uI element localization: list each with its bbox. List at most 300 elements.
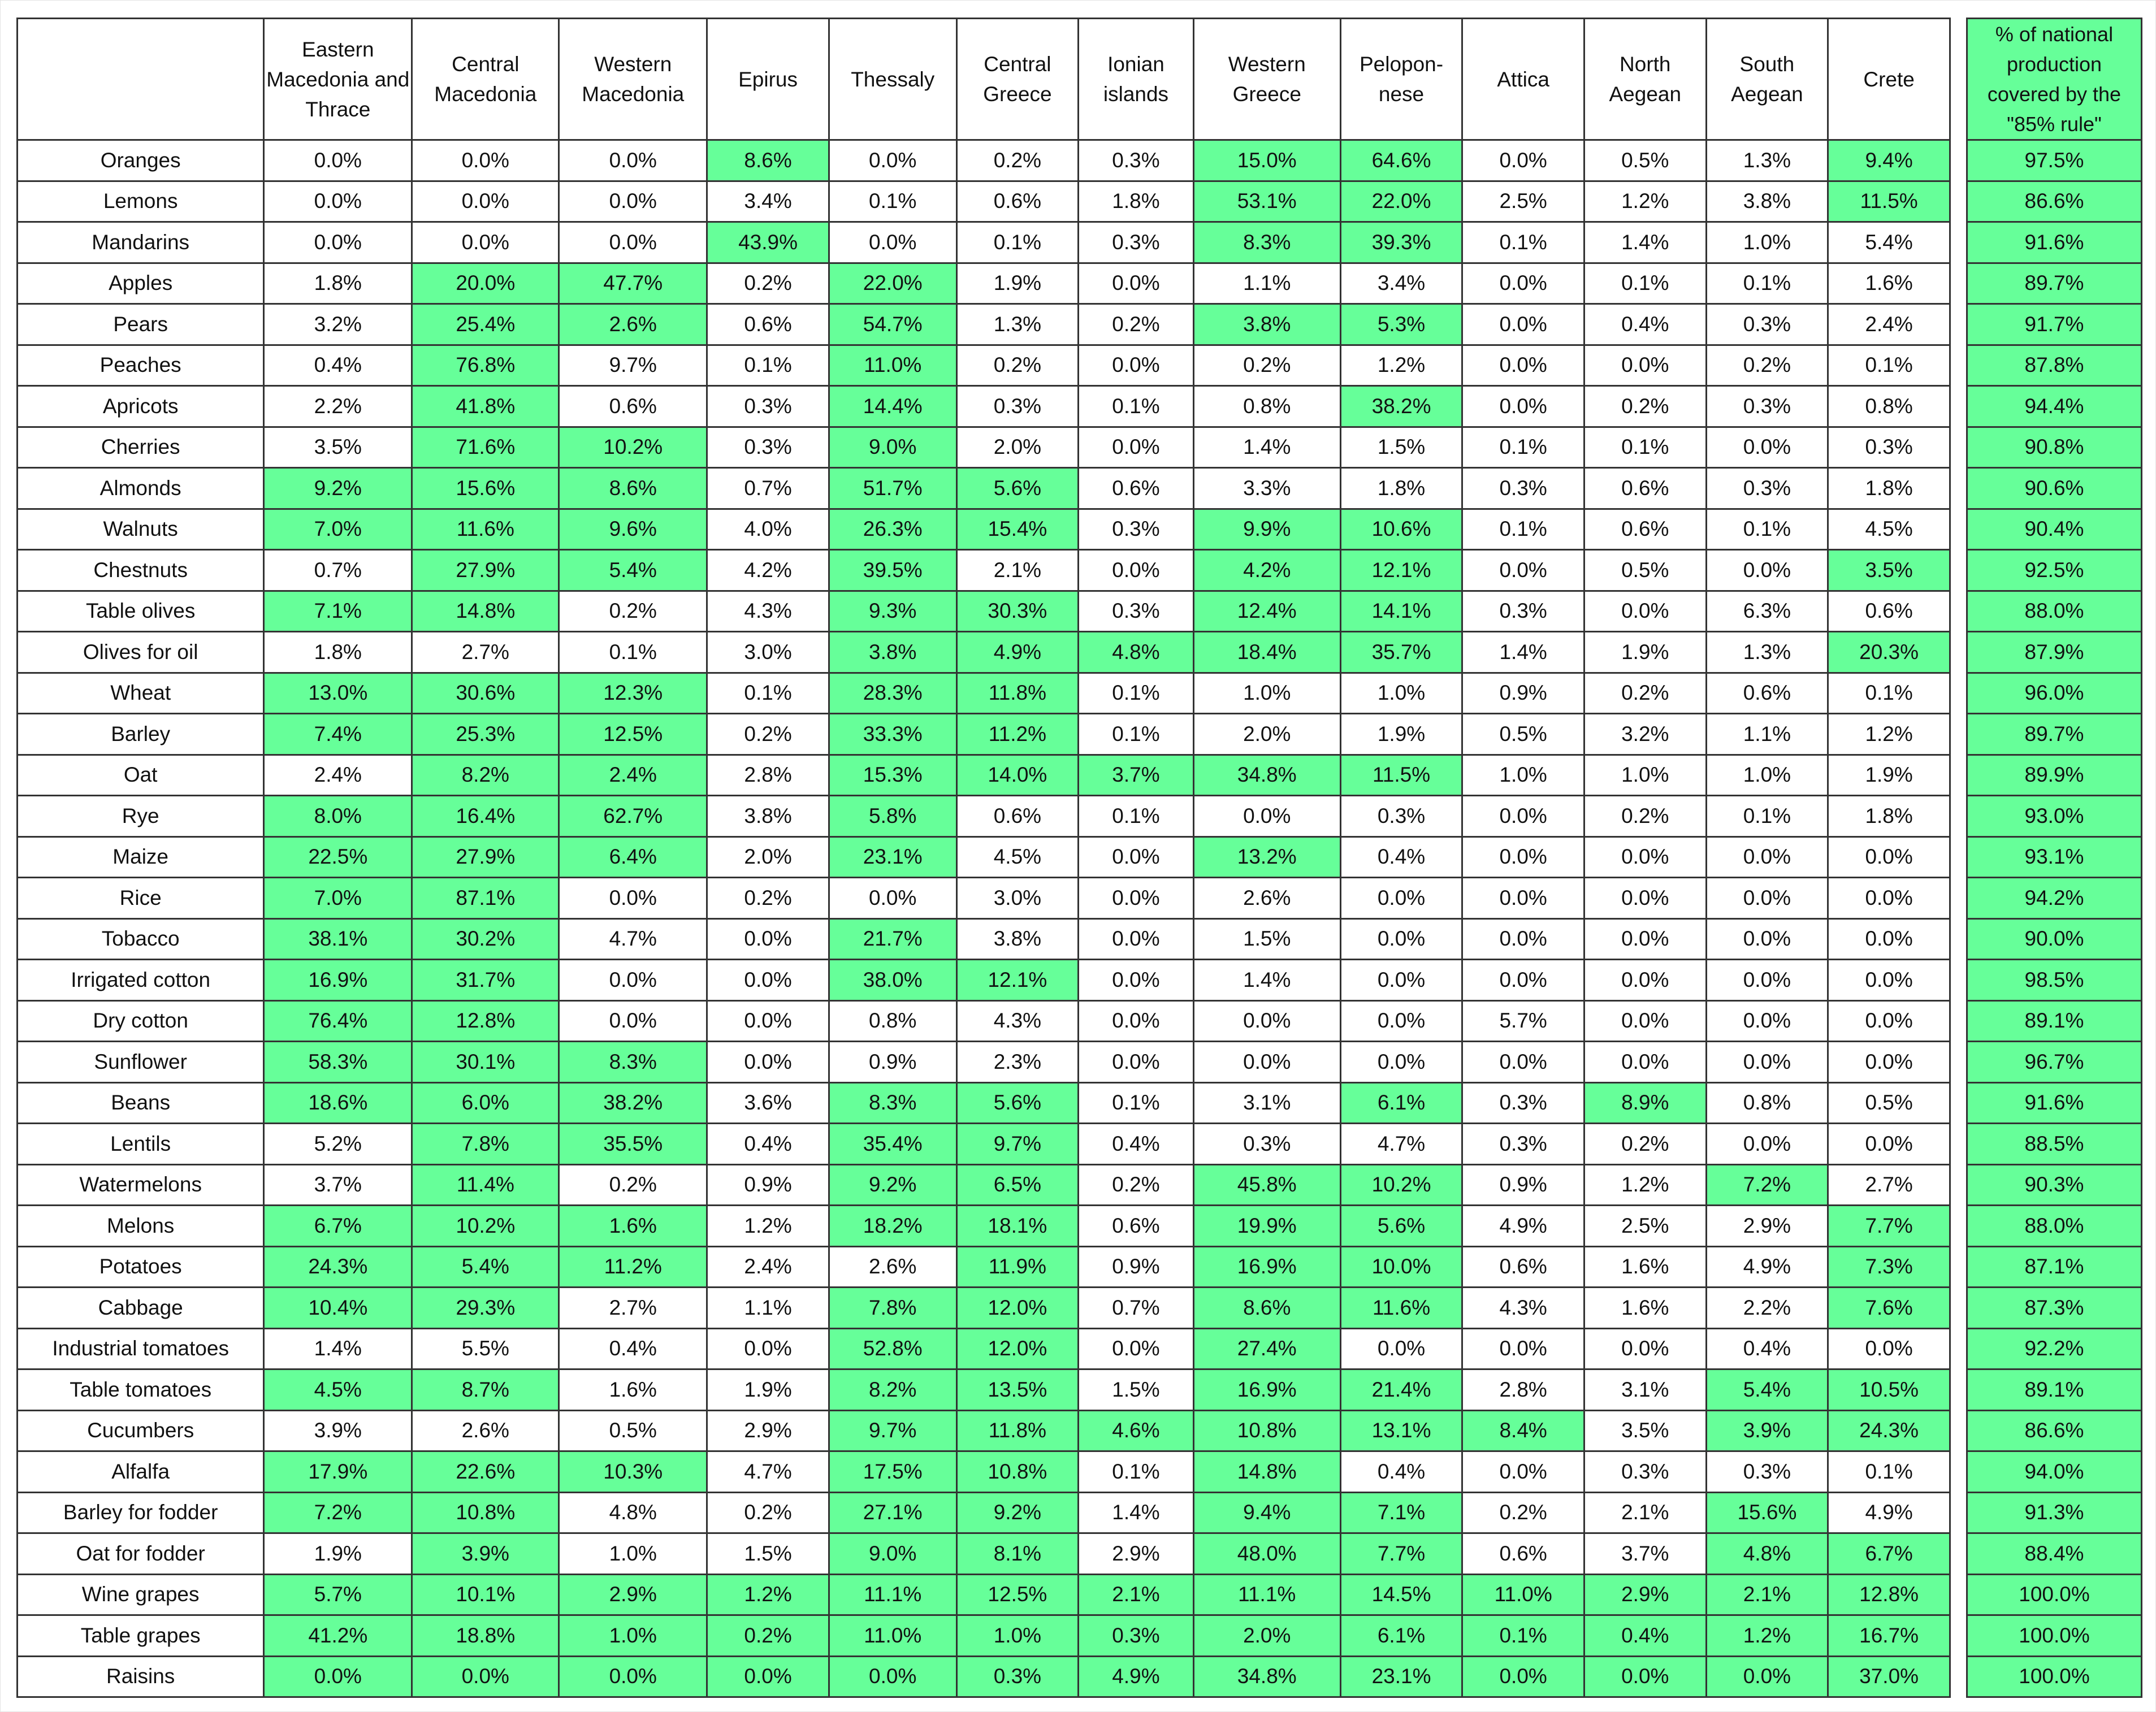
table-row — [1967, 1410, 2142, 1451]
region-header: Western Macedonia — [559, 19, 707, 140]
table-row — [18, 222, 1950, 263]
share-cell: 0.4% — [707, 1124, 829, 1165]
share-cell: 2.4% — [707, 1246, 829, 1288]
highlighted-share-cell: 35.4% — [829, 1124, 956, 1165]
share-cell: 4.8% — [559, 1492, 707, 1533]
share-cell: 0.3% — [1706, 1451, 1828, 1493]
share-cell: 2.6% — [412, 1410, 559, 1451]
crop-label: Barley — [18, 714, 264, 755]
highlighted-share-cell: 62.7% — [559, 796, 707, 837]
share-cell: 4.7% — [559, 918, 707, 960]
table-row — [1967, 468, 2142, 509]
share-cell: 0.0% — [1462, 1042, 1584, 1083]
national-coverage-cell: 88.5% — [1967, 1124, 2142, 1165]
share-cell: 0.1% — [956, 222, 1079, 263]
share-cell: 0.3% — [1079, 140, 1194, 181]
share-cell: 2.7% — [1828, 1164, 1950, 1206]
share-cell: 1.8% — [264, 632, 412, 673]
highlighted-share-cell: 14.0% — [956, 755, 1079, 796]
highlighted-share-cell: 6.7% — [1828, 1533, 1950, 1575]
national-coverage-cell: 94.0% — [1967, 1451, 2142, 1493]
crop-label: Cabbage — [18, 1288, 264, 1329]
share-cell: 1.1% — [1706, 714, 1828, 755]
table-row — [18, 1615, 1950, 1657]
share-cell: 0.0% — [1584, 1328, 1706, 1369]
highlighted-share-cell: 5.6% — [956, 468, 1079, 509]
share-cell: 0.0% — [1828, 1328, 1950, 1369]
table-row — [1967, 1492, 2142, 1533]
crop-label: Rye — [18, 796, 264, 837]
highlighted-share-cell: 2.6% — [559, 304, 707, 345]
share-cell: 2.5% — [1584, 1206, 1706, 1247]
national-coverage-cell: 86.6% — [1967, 181, 2142, 222]
national-coverage-cell: 89.1% — [1967, 1000, 2142, 1042]
highlighted-share-cell: 12.1% — [956, 960, 1079, 1001]
share-cell: 3.4% — [707, 181, 829, 222]
national-coverage-cell: 88.4% — [1967, 1533, 2142, 1575]
share-cell: 0.0% — [1079, 918, 1194, 960]
share-cell: 0.8% — [1193, 386, 1340, 427]
national-coverage-cell: 96.7% — [1967, 1042, 2142, 1083]
highlighted-share-cell: 25.3% — [412, 714, 559, 755]
highlighted-share-cell: 14.8% — [1193, 1451, 1340, 1493]
highlighted-share-cell: 11.2% — [559, 1246, 707, 1288]
highlighted-share-cell: 23.1% — [829, 837, 956, 878]
highlighted-share-cell: 33.3% — [829, 714, 956, 755]
share-cell: 0.4% — [1340, 1451, 1462, 1493]
highlighted-share-cell: 11.9% — [956, 1246, 1079, 1288]
share-cell: 0.2% — [1584, 1124, 1706, 1165]
share-cell: 0.0% — [1584, 345, 1706, 386]
highlighted-share-cell: 11.6% — [412, 509, 559, 550]
highlighted-share-cell: 5.4% — [1706, 1369, 1828, 1411]
share-cell: 1.6% — [1828, 263, 1950, 304]
share-cell: 0.3% — [1706, 304, 1828, 345]
highlighted-share-cell: 14.4% — [829, 386, 956, 427]
share-cell: 0.5% — [1584, 140, 1706, 181]
share-cell: 0.2% — [1584, 386, 1706, 427]
share-cell: 1.4% — [1193, 427, 1340, 468]
highlighted-share-cell: 0.1% — [1462, 1615, 1584, 1657]
share-cell: 3.1% — [1584, 1369, 1706, 1411]
share-cell: 0.0% — [1340, 960, 1462, 1001]
highlighted-share-cell: 0.0% — [412, 1656, 559, 1697]
table-row — [18, 1451, 1950, 1493]
region-header: Central Macedonia — [412, 19, 559, 140]
highlighted-share-cell: 0.0% — [829, 1656, 956, 1697]
share-cell: 0.6% — [707, 304, 829, 345]
highlighted-share-cell: 76.4% — [264, 1000, 412, 1042]
highlighted-share-cell: 8.3% — [559, 1042, 707, 1083]
share-cell: 0.0% — [1462, 386, 1584, 427]
table-row — [18, 1246, 1950, 1288]
highlighted-share-cell: 14.1% — [1340, 591, 1462, 632]
highlighted-share-cell: 30.6% — [412, 673, 559, 714]
share-cell: 0.4% — [1340, 837, 1462, 878]
highlighted-share-cell: 15.0% — [1193, 140, 1340, 181]
share-cell: 4.7% — [1340, 1124, 1462, 1165]
highlighted-share-cell: 58.3% — [264, 1042, 412, 1083]
share-cell: 0.1% — [559, 632, 707, 673]
share-cell: 0.0% — [1828, 1000, 1950, 1042]
table-row — [18, 1124, 1950, 1165]
share-cell: 0.4% — [1584, 304, 1706, 345]
national-coverage-cell: 90.0% — [1967, 918, 2142, 960]
share-cell: 1.2% — [1584, 181, 1706, 222]
national-coverage-cell: 94.2% — [1967, 878, 2142, 919]
highlighted-share-cell: 10.5% — [1828, 1369, 1950, 1411]
highlighted-share-cell: 8.3% — [1193, 222, 1340, 263]
national-coverage-cell: 91.3% — [1967, 1492, 2142, 1533]
share-cell: 2.9% — [707, 1410, 829, 1451]
highlighted-share-cell: 8.2% — [412, 755, 559, 796]
share-cell: 0.2% — [1079, 1164, 1194, 1206]
table-row — [1967, 1246, 2142, 1288]
national-coverage-cell: 92.5% — [1967, 550, 2142, 591]
share-cell: 0.6% — [559, 386, 707, 427]
highlighted-share-cell: 14.5% — [1340, 1574, 1462, 1615]
national-coverage-cell: 90.3% — [1967, 1164, 2142, 1206]
share-cell: 1.0% — [1193, 673, 1340, 714]
share-cell: 0.0% — [1079, 1000, 1194, 1042]
crop-label: Irrigated cotton — [18, 960, 264, 1001]
share-cell: 0.0% — [1828, 878, 1950, 919]
national-coverage-cell: 98.5% — [1967, 960, 2142, 1001]
table-row — [18, 386, 1950, 427]
highlighted-share-cell: 3.7% — [1079, 755, 1194, 796]
highlighted-share-cell: 18.8% — [412, 1615, 559, 1657]
highlighted-share-cell: 1.2% — [707, 1574, 829, 1615]
share-cell: 0.0% — [264, 181, 412, 222]
share-cell: 9.7% — [559, 345, 707, 386]
share-cell: 0.0% — [1462, 878, 1584, 919]
highlighted-share-cell: 5.3% — [1340, 304, 1462, 345]
share-cell: 0.1% — [1079, 796, 1194, 837]
highlighted-share-cell: 0.4% — [1584, 1615, 1706, 1657]
highlighted-share-cell: 34.8% — [1193, 755, 1340, 796]
highlighted-share-cell: 8.3% — [829, 1082, 956, 1124]
share-cell: 0.0% — [1706, 960, 1828, 1001]
share-cell: 0.1% — [1706, 263, 1828, 304]
highlighted-share-cell: 9.6% — [559, 509, 707, 550]
highlighted-share-cell: 10.1% — [412, 1574, 559, 1615]
highlighted-share-cell: 3.8% — [829, 632, 956, 673]
share-cell: 0.0% — [707, 960, 829, 1001]
share-cell: 1.4% — [1462, 632, 1584, 673]
share-cell: 0.5% — [559, 1410, 707, 1451]
highlighted-share-cell: 38.1% — [264, 918, 412, 960]
table-row — [1967, 181, 2142, 222]
highlighted-share-cell: 12.5% — [956, 1574, 1079, 1615]
national-coverage-header: % of national production covered by the "85% rule" — [1967, 19, 2142, 140]
share-cell: 2.4% — [1828, 304, 1950, 345]
share-cell: 0.0% — [1193, 1042, 1340, 1083]
highlighted-share-cell: 27.9% — [412, 837, 559, 878]
highlighted-share-cell: 17.5% — [829, 1451, 956, 1493]
highlighted-share-cell: 30.1% — [412, 1042, 559, 1083]
table-row — [1967, 796, 2142, 837]
share-cell: 2.0% — [956, 427, 1079, 468]
highlighted-share-cell: 7.3% — [1828, 1246, 1950, 1288]
share-cell: 0.1% — [1828, 345, 1950, 386]
highlighted-share-cell: 11.1% — [829, 1574, 956, 1615]
highlighted-share-cell: 3.8% — [1193, 304, 1340, 345]
highlighted-share-cell: 52.8% — [829, 1328, 956, 1369]
highlighted-share-cell: 22.5% — [264, 837, 412, 878]
share-cell: 0.1% — [1706, 509, 1828, 550]
highlighted-share-cell: 6.0% — [412, 1082, 559, 1124]
highlighted-share-cell: 14.8% — [412, 591, 559, 632]
highlighted-share-cell: 41.8% — [412, 386, 559, 427]
highlighted-share-cell: 10.8% — [956, 1451, 1079, 1493]
crop-label: Lentils — [18, 1124, 264, 1165]
highlighted-share-cell: 4.8% — [1079, 632, 1194, 673]
share-cell: 2.9% — [1079, 1533, 1194, 1575]
highlighted-share-cell: 24.3% — [1828, 1410, 1950, 1451]
table-row — [18, 1369, 1950, 1411]
share-cell: 0.2% — [956, 345, 1079, 386]
share-cell: 0.0% — [1584, 878, 1706, 919]
crop-label: Potatoes — [18, 1246, 264, 1288]
highlighted-share-cell: 39.5% — [829, 550, 956, 591]
national-coverage-cell: 86.6% — [1967, 1410, 2142, 1451]
highlighted-share-cell: 2.9% — [559, 1574, 707, 1615]
header-row — [1967, 19, 2142, 140]
table-row — [18, 918, 1950, 960]
highlighted-share-cell: 7.1% — [264, 591, 412, 632]
highlighted-share-cell: 4.9% — [956, 632, 1079, 673]
highlighted-share-cell: 39.3% — [1340, 222, 1462, 263]
highlighted-share-cell: 12.1% — [1340, 550, 1462, 591]
highlighted-share-cell: 25.4% — [412, 304, 559, 345]
share-cell: 0.0% — [1079, 345, 1194, 386]
share-cell: 0.3% — [1706, 386, 1828, 427]
highlighted-share-cell: 2.1% — [1079, 1574, 1194, 1615]
share-cell: 2.9% — [1706, 1206, 1828, 1247]
national-coverage-cell: 93.1% — [1967, 837, 2142, 878]
national-coverage-cell: 88.0% — [1967, 591, 2142, 632]
crop-label: Table tomatoes — [18, 1369, 264, 1411]
share-cell: 0.1% — [1584, 263, 1706, 304]
highlighted-share-cell: 10.8% — [412, 1492, 559, 1533]
share-cell: 0.0% — [1828, 1124, 1950, 1165]
highlighted-share-cell: 15.3% — [829, 755, 956, 796]
crop-label: Raisins — [18, 1656, 264, 1697]
share-cell: 0.9% — [1462, 1164, 1584, 1206]
share-cell: 0.0% — [1079, 878, 1194, 919]
highlighted-share-cell: 7.7% — [1828, 1206, 1950, 1247]
highlighted-share-cell: 48.0% — [1193, 1533, 1340, 1575]
share-cell: 2.8% — [1462, 1369, 1584, 1411]
share-cell: 0.4% — [1706, 1328, 1828, 1369]
highlighted-share-cell: 27.1% — [829, 1492, 956, 1533]
share-cell: 0.0% — [707, 1000, 829, 1042]
share-cell: 3.3% — [1193, 468, 1340, 509]
share-cell: 0.0% — [829, 140, 956, 181]
share-cell: 1.2% — [1828, 714, 1950, 755]
share-cell: 0.0% — [1584, 1042, 1706, 1083]
share-cell: 0.6% — [1079, 1206, 1194, 1247]
table-row — [18, 550, 1950, 591]
share-cell: 3.8% — [956, 918, 1079, 960]
table-row — [18, 263, 1950, 304]
share-cell: 0.0% — [1462, 796, 1584, 837]
highlighted-share-cell: 6.7% — [264, 1206, 412, 1247]
share-cell: 5.5% — [412, 1328, 559, 1369]
region-header: Pelopon-nese — [1340, 19, 1462, 140]
highlighted-share-cell: 26.3% — [829, 509, 956, 550]
share-cell: 1.9% — [1584, 632, 1706, 673]
highlighted-share-cell: 16.9% — [1193, 1369, 1340, 1411]
highlighted-share-cell: 27.4% — [1193, 1328, 1340, 1369]
share-cell: 0.0% — [1828, 918, 1950, 960]
highlighted-share-cell: 5.4% — [559, 550, 707, 591]
table-row — [1967, 837, 2142, 878]
share-cell: 0.1% — [707, 345, 829, 386]
highlighted-share-cell: 1.2% — [1706, 1615, 1828, 1657]
table-row — [1967, 222, 2142, 263]
highlighted-share-cell: 0.2% — [707, 1615, 829, 1657]
national-coverage-cell: 91.6% — [1967, 222, 2142, 263]
share-cell: 0.7% — [1079, 1288, 1194, 1329]
share-cell: 0.2% — [559, 591, 707, 632]
share-cell: 0.3% — [1079, 591, 1194, 632]
share-cell: 0.0% — [1079, 837, 1194, 878]
share-cell: 0.1% — [1079, 1082, 1194, 1124]
share-cell: 2.3% — [956, 1042, 1079, 1083]
share-cell: 0.4% — [1079, 1124, 1194, 1165]
share-cell: 0.1% — [707, 673, 829, 714]
highlighted-share-cell: 7.1% — [1340, 1492, 1462, 1533]
highlighted-share-cell: 10.2% — [1340, 1164, 1462, 1206]
share-cell: 0.3% — [1706, 468, 1828, 509]
crop-label: Lemons — [18, 181, 264, 222]
share-cell: 0.4% — [264, 345, 412, 386]
share-cell: 3.0% — [956, 878, 1079, 919]
share-cell: 0.0% — [559, 878, 707, 919]
highlighted-share-cell: 11.8% — [956, 673, 1079, 714]
share-cell: 2.0% — [707, 837, 829, 878]
national-coverage-cell: 96.0% — [1967, 673, 2142, 714]
highlighted-share-cell: 7.8% — [829, 1288, 956, 1329]
share-cell: 0.0% — [1706, 837, 1828, 878]
highlighted-share-cell: 12.0% — [956, 1328, 1079, 1369]
highlighted-share-cell: 76.8% — [412, 345, 559, 386]
table-row — [18, 1492, 1950, 1533]
highlighted-share-cell: 38.2% — [559, 1082, 707, 1124]
table-row — [18, 755, 1950, 796]
share-cell: 1.5% — [1079, 1369, 1194, 1411]
highlighted-share-cell: 13.0% — [264, 673, 412, 714]
share-cell: 1.8% — [1340, 468, 1462, 509]
table-row — [1967, 263, 2142, 304]
share-cell: 1.0% — [1706, 755, 1828, 796]
table-row — [18, 468, 1950, 509]
region-header: South Aegean — [1706, 19, 1828, 140]
highlighted-share-cell: 9.0% — [829, 1533, 956, 1575]
share-cell: 0.3% — [707, 427, 829, 468]
highlighted-share-cell: 9.3% — [829, 591, 956, 632]
crop-label: Oat — [18, 755, 264, 796]
share-cell: 0.0% — [1584, 837, 1706, 878]
share-cell: 0.0% — [1340, 1000, 1462, 1042]
national-coverage-cell: 88.0% — [1967, 1206, 2142, 1247]
highlighted-share-cell: 4.9% — [1079, 1656, 1194, 1697]
highlighted-share-cell: 2.1% — [1706, 1574, 1828, 1615]
share-cell: 0.0% — [1828, 1042, 1950, 1083]
share-cell: 0.0% — [1462, 140, 1584, 181]
share-cell: 4.3% — [956, 1000, 1079, 1042]
table-row — [1967, 632, 2142, 673]
highlighted-share-cell: 7.4% — [264, 714, 412, 755]
highlighted-share-cell: 19.9% — [1193, 1206, 1340, 1247]
share-cell: 0.5% — [1828, 1082, 1950, 1124]
table-row — [1967, 1533, 2142, 1575]
share-cell: 1.5% — [707, 1533, 829, 1575]
highlighted-share-cell: 11.4% — [412, 1164, 559, 1206]
share-cell: 0.3% — [956, 386, 1079, 427]
share-cell: 2.6% — [1193, 878, 1340, 919]
share-cell: 2.2% — [1706, 1288, 1828, 1329]
national-coverage-cell: 90.8% — [1967, 427, 2142, 468]
table-row — [18, 1410, 1950, 1451]
share-cell: 0.6% — [1828, 591, 1950, 632]
share-cell: 0.0% — [1193, 1000, 1340, 1042]
share-cell: 0.0% — [829, 878, 956, 919]
share-cell: 0.6% — [1706, 673, 1828, 714]
share-cell: 0.3% — [1462, 1124, 1584, 1165]
share-cell: 0.0% — [559, 222, 707, 263]
highlighted-share-cell: 10.4% — [264, 1288, 412, 1329]
share-cell: 5.7% — [1462, 1000, 1584, 1042]
highlighted-share-cell: 8.9% — [1584, 1082, 1706, 1124]
share-cell: 1.0% — [559, 1533, 707, 1575]
share-cell: 0.6% — [1584, 468, 1706, 509]
highlighted-share-cell: 64.6% — [1340, 140, 1462, 181]
share-cell: 0.2% — [1079, 304, 1194, 345]
share-cell: 3.8% — [1706, 181, 1828, 222]
share-cell: 0.1% — [1079, 714, 1194, 755]
share-cell: 0.1% — [1828, 673, 1950, 714]
highlighted-share-cell: 11.2% — [956, 714, 1079, 755]
share-cell: 0.7% — [707, 468, 829, 509]
national-coverage-cell: 91.6% — [1967, 1082, 2142, 1124]
table-row — [1967, 591, 2142, 632]
highlighted-share-cell: 11.1% — [1193, 1574, 1340, 1615]
highlighted-share-cell: 11.0% — [829, 345, 956, 386]
share-cell: 0.2% — [1193, 345, 1340, 386]
share-cell: 0.0% — [1079, 550, 1194, 591]
share-cell: 1.0% — [1462, 755, 1584, 796]
highlighted-share-cell: 18.6% — [264, 1082, 412, 1124]
share-cell: 2.8% — [707, 755, 829, 796]
table-row — [18, 1288, 1950, 1329]
share-cell: 0.1% — [1462, 427, 1584, 468]
share-cell: 0.0% — [412, 222, 559, 263]
share-cell: 0.0% — [1828, 960, 1950, 1001]
share-cell: 0.0% — [1340, 918, 1462, 960]
crop-label: Oranges — [18, 140, 264, 181]
share-cell: 2.1% — [1584, 1492, 1706, 1533]
share-cell: 1.6% — [1584, 1288, 1706, 1329]
table-row — [1967, 1082, 2142, 1124]
table-row — [18, 304, 1950, 345]
share-cell: 0.3% — [1462, 1082, 1584, 1124]
highlighted-share-cell: 9.2% — [829, 1164, 956, 1206]
highlighted-share-cell: 3.5% — [1828, 550, 1950, 591]
national-coverage-cell: 90.4% — [1967, 509, 2142, 550]
table-row — [18, 1328, 1950, 1369]
